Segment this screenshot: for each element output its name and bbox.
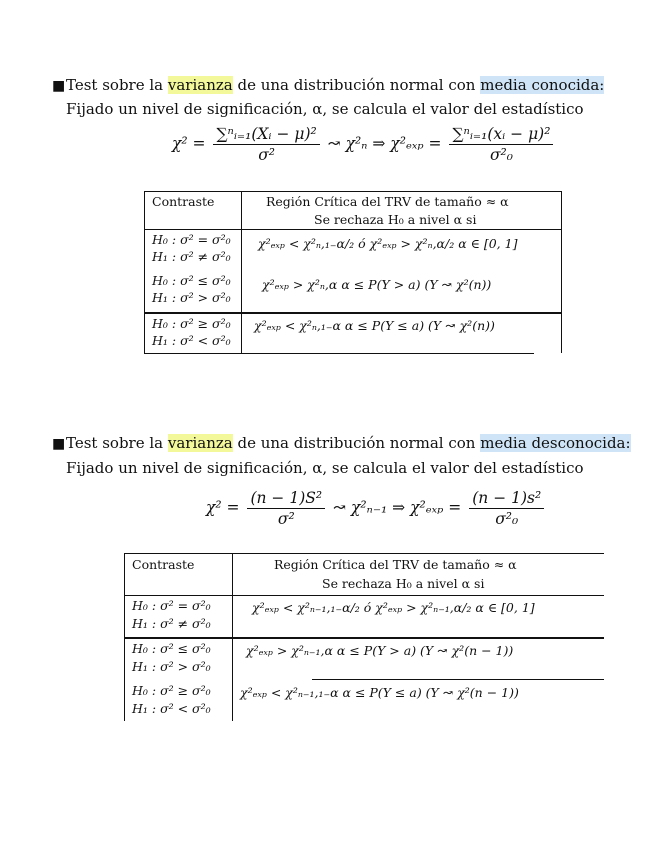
row1-h0: H₀ : σ² = σ²₀ xyxy=(132,598,211,613)
highlight-media-desconocida: media desconocida: xyxy=(480,434,631,452)
row3-h0: H₀ : σ² ≥ σ²₀ xyxy=(132,683,211,698)
fraction-2 xyxy=(449,124,553,165)
formula-statistic-2 xyxy=(206,488,547,529)
formula-lhs: χ² = xyxy=(206,498,240,517)
table-border-top xyxy=(144,191,562,192)
numerator: (n − 1)s² xyxy=(469,488,544,509)
formula-lhs: χ² = xyxy=(172,134,206,153)
denominator: σ²₀ xyxy=(489,146,513,164)
row1-critical-region: χ²ₑₓₚ < χ²ₙ₋₁,₁₋α/₂ ó χ²ₑₓₚ > χ²ₙ₋₁,α/₂ α ∈ [0, 1] xyxy=(252,600,535,615)
row2-h0: H₀ : σ² ≤ σ²₀ xyxy=(152,273,231,288)
table-row-divider xyxy=(144,312,562,314)
fraction-1 xyxy=(213,124,319,165)
row2-h0: H₀ : σ² ≤ σ²₀ xyxy=(132,641,211,656)
header-contraste: Contraste xyxy=(132,557,195,572)
header-se-rechaza: Se rechaza H₀ a nivel α si xyxy=(314,212,477,227)
section1-line2: Fijado un nivel de significación, α, se calcula el valor del estadístico xyxy=(66,100,584,118)
table-border-right xyxy=(561,191,562,353)
numerator: ∑ⁿᵢ₌₁(Xᵢ − μ)² xyxy=(213,124,319,145)
table-header-divider xyxy=(144,229,562,230)
highlight-varianza: varianza xyxy=(167,76,233,94)
row1-h1: H₁ : σ² ≠ σ²₀ xyxy=(132,616,211,631)
header-se-rechaza: Se rechaza H₀ a nivel α si xyxy=(322,576,485,591)
row2-h1: H₁ : σ² > σ²₀ xyxy=(152,290,231,305)
formula-statistic-1 xyxy=(172,124,556,165)
row1-h0: H₀ : σ² = σ²₀ xyxy=(152,232,231,247)
table-row-divider-2 xyxy=(312,679,604,680)
header-region-critica: Región Crítica del TRV de tamaño ≈ α xyxy=(266,194,509,209)
row2-h1: H₁ : σ² > σ²₀ xyxy=(132,659,211,674)
table-col-divider xyxy=(241,191,242,353)
bullet-2: ■ xyxy=(52,436,66,452)
table-row-divider xyxy=(124,637,604,639)
section2-line2: Fijado un nivel de significación, α, se calcula el valor del estadístico xyxy=(66,459,584,477)
highlight-media-conocida: media conocida: xyxy=(480,76,605,94)
row3-critical-region: χ²ₑₓₚ < χ²ₙ₋₁,₁₋α α ≤ P(Y ≤ a) (Y ↝ χ²(n − 1)) xyxy=(240,685,519,700)
table-border-bottom xyxy=(144,353,534,354)
denominator: σ² xyxy=(277,510,295,528)
row1-h1: H₁ : σ² ≠ σ²₀ xyxy=(152,249,231,264)
row3-h1: H₁ : σ² < σ²₀ xyxy=(132,701,211,716)
header-contraste: Contraste xyxy=(152,194,215,209)
header-region-critica: Región Crítica del TRV de tamaño ≈ α xyxy=(274,557,517,572)
row3-h1: H₁ : σ² < σ²₀ xyxy=(152,333,231,348)
table-border-top xyxy=(124,553,604,554)
intro-text: Test sobre la xyxy=(66,76,168,94)
numerator: (n − 1)S² xyxy=(247,488,325,509)
intro-text-mid: de una distribución normal con xyxy=(232,434,481,452)
row2-critical-region: χ²ₑₓₚ > χ²ₙ₋₁,α α ≤ P(Y > a) (Y ↝ χ²(n − 1)) xyxy=(246,643,514,658)
highlight-varianza: varianza xyxy=(167,434,233,452)
fraction-1 xyxy=(247,488,325,529)
table-border-left xyxy=(144,191,145,353)
row3-critical-region: χ²ₑₓₚ < χ²ₙ,₁₋α α ≤ P(Y ≤ a) (Y ↝ χ²(n)) xyxy=(254,318,495,333)
fraction-2 xyxy=(469,488,544,529)
formula-mid: ↝ χ²ₙ ⇒ χ²ₑₓₚ = xyxy=(327,134,442,153)
numerator: ∑ⁿᵢ₌₁(xᵢ − μ)² xyxy=(449,124,553,145)
intro-text: Test sobre la xyxy=(66,434,168,452)
formula-mid: ↝ χ²ₙ₋₁ ⇒ χ²ₑₓₚ = xyxy=(333,498,462,517)
row2-critical-region: χ²ₑₓₚ > χ²ₙ,α α ≤ P(Y > a) (Y ↝ χ²(n)) xyxy=(262,277,492,292)
section2-intro xyxy=(66,434,631,452)
section1-intro xyxy=(66,76,604,94)
bullet-1: ■ xyxy=(52,78,66,94)
denominator: σ²₀ xyxy=(495,510,519,528)
intro-text-mid: de una distribución normal con xyxy=(232,76,481,94)
denominator: σ² xyxy=(258,146,275,164)
table-header-divider xyxy=(124,595,604,596)
row1-critical-region: χ²ₑₓₚ < χ²ₙ,₁₋α/₂ ó χ²ₑₓₚ > χ²ₙ,α/₂ α ∈ [0, 1] xyxy=(258,236,518,251)
row3-h0: H₀ : σ² ≥ σ²₀ xyxy=(152,316,231,331)
